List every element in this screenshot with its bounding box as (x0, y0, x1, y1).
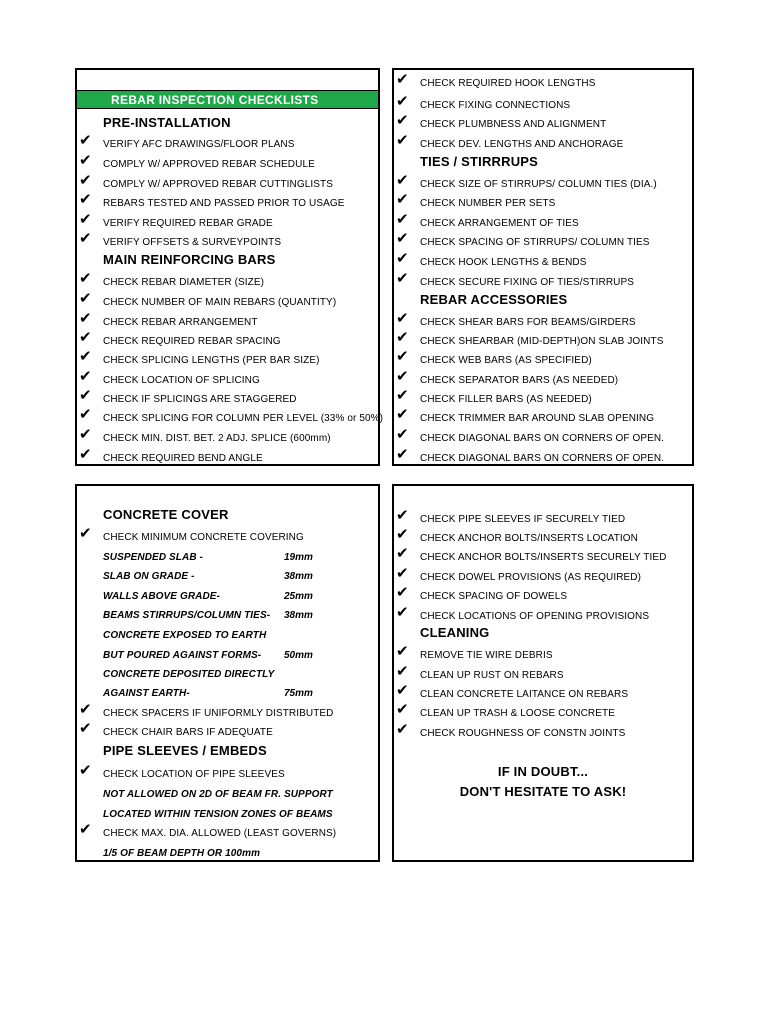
checkmark-icon: ✔ (79, 289, 92, 307)
checklist-item (77, 524, 378, 547)
item-text: VERIFY OFFSETS & SURVEYPOINTS (103, 237, 282, 248)
panel-concrete-cover (75, 484, 380, 862)
checklist-item (77, 761, 378, 784)
checkmark-icon: ✔ (79, 700, 92, 718)
cover-label: BEAMS STIRRUPS/COLUMN TIES- (103, 610, 271, 621)
checklist-item (394, 171, 692, 194)
checklist-item (394, 445, 692, 468)
cover-label: BUT POURED AGAINST FORMS- (103, 650, 262, 661)
item-text: CHECK LOCATION OF PIPE SLEEVES (103, 769, 285, 780)
checklist-item (394, 700, 692, 723)
item-text: CHECK MAX. DIA. ALLOWED (LEAST GOVERNS) (103, 828, 337, 839)
note-text: 1/5 OF BEAM DEPTH OR 100mm (103, 848, 261, 859)
checklist-item (77, 229, 378, 252)
item-text: CHECK ARRANGEMENT OF TIES (420, 218, 579, 229)
checkmark-icon: ✔ (396, 328, 409, 346)
checklist-item (394, 720, 692, 743)
checkmark-icon: ✔ (79, 445, 92, 463)
item-text: CHECK SPACERS IF UNIFORMLY DISTRIBUTED (103, 708, 334, 719)
checkmark-icon: ✔ (396, 506, 409, 524)
item-text: CHECK REBAR DIAMETER (SIZE) (103, 277, 265, 288)
cover-label: SUSPENDED SLAB - (103, 552, 203, 563)
cover-label: CONCRETE DEPOSITED DIRECTLY (103, 669, 275, 680)
checkmark-icon: ✔ (396, 111, 409, 129)
item-text: CHECK SPACING OF DOWELS (420, 591, 568, 602)
item-text: CHECK DIAGONAL BARS ON CORNERS OF OPEN. (420, 453, 665, 464)
item-text: CHECK REQUIRED BEND ANGLE (103, 453, 263, 464)
checkmark-icon: ✔ (79, 131, 92, 149)
note-text: LOCATED WITHIN TENSION ZONES OF BEAMS (103, 809, 333, 820)
cover-row (77, 665, 378, 684)
checkmark-icon: ✔ (396, 425, 409, 443)
cover-row (77, 548, 378, 567)
item-text: CHECK CHAIR BARS IF ADEQUATE (103, 727, 273, 738)
checkmark-icon: ✔ (79, 761, 92, 779)
title-banner (77, 90, 378, 109)
item-text: CHECK SECURE FIXING OF TIES/STIRRUPS (420, 277, 635, 288)
checkmark-icon: ✔ (396, 525, 409, 543)
panel-ties-accessories (392, 68, 694, 466)
item-text: CHECK REBAR ARRANGEMENT (103, 317, 258, 328)
checkmark-icon: ✔ (396, 445, 409, 463)
checklist-item (77, 700, 378, 723)
checklist-item (394, 131, 692, 154)
panel-embeds-cleaning (392, 484, 694, 862)
item-text: CHECK HOOK LENGTHS & BENDS (420, 257, 587, 268)
item-text: CHECK SIZE OF STIRRUPS/ COLUMN TIES (DIA.) (420, 179, 657, 190)
checklist-item (394, 210, 692, 233)
item-text: CHECK REQUIRED REBAR SPACING (103, 336, 281, 347)
checklist-item (77, 347, 378, 370)
cover-label: SLAB ON GRADE - (103, 571, 195, 582)
checkmark-icon: ✔ (79, 386, 92, 404)
checkmark-icon: ✔ (396, 190, 409, 208)
checkmark-icon: ✔ (396, 269, 409, 287)
checklist-item (394, 309, 692, 332)
item-text: CHECK ROUGHNESS OF CONSTN JOINTS (420, 728, 626, 739)
note-row (77, 844, 378, 863)
checkmark-icon: ✔ (396, 700, 409, 718)
cover-value: 38mm (284, 571, 313, 582)
checklist-item (77, 386, 378, 409)
checklist-item (394, 347, 692, 370)
checkmark-icon: ✔ (396, 70, 409, 88)
checkmark-icon: ✔ (396, 309, 409, 327)
checkmark-icon: ✔ (396, 583, 409, 601)
item-text: CHECK MIN. DIST. BET. 2 ADJ. SPLICE (600mm) (103, 433, 331, 444)
cover-label: AGAINST EARTH- (103, 688, 190, 699)
checkmark-icon: ✔ (79, 719, 92, 737)
item-text: CLEAN CONCRETE LAITANCE ON REBARS (420, 689, 629, 700)
checkmark-icon: ✔ (79, 309, 92, 327)
checkmark-icon: ✔ (396, 544, 409, 562)
checklist-item (77, 719, 378, 742)
item-text: COMPLY W/ APPROVED REBAR CUTTINGLISTS (103, 179, 334, 190)
checklist-item (394, 386, 692, 409)
checklist-item (77, 820, 378, 843)
checklist-item (394, 564, 692, 587)
checklist-item (394, 70, 692, 93)
item-text: CHECK WEB BARS (AS SPECIFIED) (420, 355, 592, 366)
checklist-item (77, 171, 378, 194)
checkmark-icon: ✔ (79, 210, 92, 228)
item-text: CHECK ANCHOR BOLTS/INSERTS SECURELY TIED (420, 552, 667, 563)
checklist-item (77, 210, 378, 233)
item-text: CHECK NUMBER OF MAIN REBARS (QUANTITY) (103, 297, 337, 308)
section-header-main-bars: MAIN REINFORCING BARS (103, 252, 276, 267)
checklist-item (77, 190, 378, 213)
checkmark-icon: ✔ (79, 229, 92, 247)
checkmark-icon: ✔ (396, 405, 409, 423)
checklist-item (77, 269, 378, 292)
cover-value: 50mm (284, 650, 313, 661)
checkmark-icon: ✔ (396, 662, 409, 680)
checkmark-icon: ✔ (79, 347, 92, 365)
checkmark-icon: ✔ (396, 249, 409, 267)
checkmark-icon: ✔ (79, 151, 92, 169)
checklist-item (394, 111, 692, 134)
item-text: CHECK FILLER BARS (AS NEEDED) (420, 394, 592, 405)
checklist-item (77, 445, 378, 468)
note-text: NOT ALLOWED ON 2D OF BEAM FR. SUPPORT (103, 789, 333, 800)
checklist-item (394, 662, 692, 685)
item-text: CHECK DEV. LENGTHS AND ANCHORAGE (420, 139, 624, 150)
checkmark-icon: ✔ (396, 347, 409, 365)
checklist-item (77, 309, 378, 332)
section-header-accessories: REBAR ACCESSORIES (420, 292, 568, 307)
cover-value: 25mm (284, 591, 313, 602)
item-text: CHECK IF SPLICINGS ARE STAGGERED (103, 394, 297, 405)
checkmark-icon: ✔ (396, 171, 409, 189)
checklist-item (394, 525, 692, 548)
checkmark-icon: ✔ (396, 642, 409, 660)
item-text: CHECK DOWEL PROVISIONS (AS REQUIRED) (420, 572, 642, 583)
checkmark-icon: ✔ (396, 564, 409, 582)
checkmark-icon: ✔ (396, 681, 409, 699)
cover-row (77, 606, 378, 625)
item-text: CHECK PLUMBNESS AND ALIGNMENT (420, 119, 607, 130)
checkmark-icon: ✔ (79, 367, 92, 385)
cover-value: 75mm (284, 688, 313, 699)
checkmark-icon: ✔ (396, 131, 409, 149)
page-title: REBAR INSPECTION CHECKLISTS (111, 93, 319, 107)
closing-line-2: DON'T HESITATE TO ASK! (459, 784, 627, 799)
checklist-item (77, 131, 378, 154)
checklist-item (394, 506, 692, 529)
item-text: COMPLY W/ APPROVED REBAR SCHEDULE (103, 159, 315, 170)
item-text: CHECK SPLICING FOR COLUMN PER LEVEL (33% or 50%) (103, 413, 384, 424)
item-text: CLEAN UP TRASH & LOOSE CONCRETE (420, 708, 615, 719)
checklist-item (394, 328, 692, 351)
checklist-item (394, 642, 692, 665)
section-header-cleaning: CLEANING (420, 625, 490, 640)
checkmark-icon: ✔ (396, 367, 409, 385)
panel-pre-installation (75, 68, 384, 466)
checkmark-icon: ✔ (396, 210, 409, 228)
checkmark-icon: ✔ (396, 720, 409, 738)
item-text: CHECK NUMBER PER SETS (420, 198, 556, 209)
checkmark-icon: ✔ (396, 603, 409, 621)
item-text: CHECK PIPE SLEEVES IF SECURELY TIED (420, 514, 626, 525)
item-text: REBARS TESTED AND PASSED PRIOR TO USAGE (103, 198, 345, 209)
note-row (77, 805, 378, 824)
item-text: CHECK SPACING OF STIRRUPS/ COLUMN TIES (420, 237, 650, 248)
closing-line-1: IF IN DOUBT... (497, 764, 589, 779)
checklist-item (394, 249, 692, 272)
checkmark-icon: ✔ (79, 820, 92, 838)
cover-row (77, 626, 378, 645)
checkmark-icon: ✔ (79, 405, 92, 423)
checkmark-icon: ✔ (79, 425, 92, 443)
checkmark-icon: ✔ (79, 190, 92, 208)
checklist-item (394, 425, 692, 448)
cover-row (77, 684, 378, 703)
item-text: CHECK DIAGONAL BARS ON CORNERS OF OPEN. (420, 433, 665, 444)
cover-value: 38mm (284, 610, 313, 621)
checklist-item (394, 544, 692, 567)
checkmark-icon: ✔ (79, 171, 92, 189)
item-text: VERIFY AFC DRAWINGS/FLOOR PLANS (103, 139, 295, 150)
checklist-item (394, 269, 692, 292)
checklist-item (394, 405, 692, 428)
item-text: VERIFY REQUIRED REBAR GRADE (103, 218, 273, 229)
item-text: CLEAN UP RUST ON REBARS (420, 670, 564, 681)
checklist-item (394, 190, 692, 213)
checkmark-icon: ✔ (79, 524, 92, 542)
cover-label: WALLS ABOVE GRADE- (103, 591, 220, 602)
section-header-pre-installation: PRE-INSTALLATION (103, 115, 231, 130)
note-row (77, 785, 378, 804)
section-header-pipe-sleeves: PIPE SLEEVES / EMBEDS (103, 743, 267, 758)
item-text: CHECK SHEAR BARS FOR BEAMS/GIRDERS (420, 317, 636, 328)
item-text: CHECK ANCHOR BOLTS/INSERTS LOCATION (420, 533, 638, 544)
item-text: CHECK SPLICING LENGTHS (PER BAR SIZE) (103, 355, 320, 366)
item-text: CHECK SEPARATOR BARS (AS NEEDED) (420, 375, 619, 386)
item-text: CHECK LOCATIONS OF OPENING PROVISIONS (420, 611, 650, 622)
item-text: CHECK TRIMMER BAR AROUND SLAB OPENING (420, 413, 655, 424)
section-header-concrete-cover: CONCRETE COVER (103, 507, 229, 522)
checkmark-icon: ✔ (396, 92, 409, 110)
checklist-item (394, 681, 692, 704)
checklist-item (77, 425, 378, 448)
checklist-item (394, 367, 692, 390)
item-text: CHECK LOCATION OF SPLICING (103, 375, 260, 386)
checklist-item (394, 583, 692, 606)
item-text: CHECK REQUIRED HOOK LENGTHS (420, 78, 596, 89)
cover-row (77, 567, 378, 586)
cover-row (77, 587, 378, 606)
item-text: REMOVE TIE WIRE DEBRIS (420, 650, 553, 661)
checklist-item (394, 229, 692, 252)
checklist-item (77, 328, 378, 351)
checklist-item (77, 289, 378, 312)
checklist-item (77, 151, 378, 174)
cover-value: 19mm (284, 552, 313, 563)
checkmark-icon: ✔ (396, 386, 409, 404)
checkmark-icon: ✔ (396, 229, 409, 247)
item-text: CHECK FIXING CONNECTIONS (420, 100, 571, 111)
checklist-item (394, 92, 692, 115)
checkmark-icon: ✔ (79, 328, 92, 346)
checklist-item (77, 367, 378, 390)
section-header-ties: TIES / STIRRRUPS (420, 154, 539, 169)
checklist-item (77, 405, 384, 428)
item-text: CHECK SHEARBAR (MID-DEPTH)ON SLAB JOINTS (420, 336, 664, 347)
item-text: CHECK MINIMUM CONCRETE COVERING (103, 532, 304, 543)
cover-row (77, 646, 378, 665)
cover-label: CONCRETE EXPOSED TO EARTH (103, 630, 267, 641)
checkmark-icon: ✔ (79, 269, 92, 287)
checklist-item (394, 603, 692, 626)
